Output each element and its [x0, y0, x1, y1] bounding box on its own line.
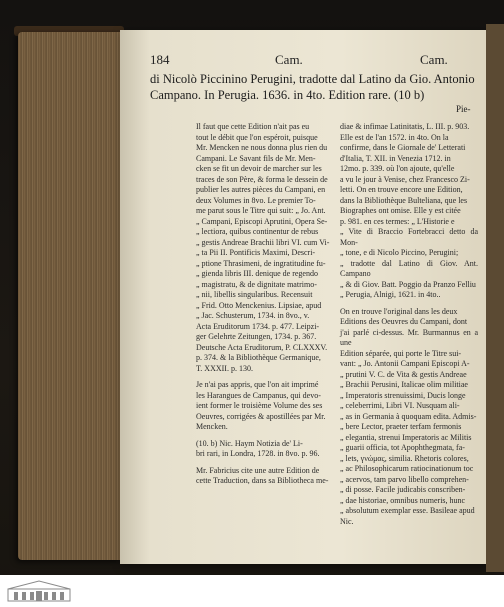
paragraph: Je n'ai pas appris, que l'on ait imprimé les Harangues de Campanus, qui devo- ient former le troisième Volume des ses Oeuvres, corrigées & apostillées par Mr. Mencken. — [196, 380, 326, 431]
book-page-edges — [18, 32, 122, 560]
library-building-logo — [6, 579, 72, 603]
footnote: (10. b) Nic. Haym Notizia de' Li- bri rari, in Londra, 1728. in 8vo. p. 96. — [196, 438, 320, 458]
left-text-column — [196, 122, 332, 487]
running-head-right: Cam. — [420, 52, 448, 67]
book-cover-right — [486, 24, 504, 572]
title-line-2: Campano. In Perugia. 1636. in 4to. Edition rare. (10 b) — [150, 88, 425, 102]
right-text-column — [340, 122, 478, 527]
paragraph: Mr. Fabricius cite une autre Edition de cette Traduction, dans sa Bibliotheca me- — [196, 465, 329, 485]
running-head-left: Cam. — [275, 52, 303, 67]
paragraph: Il faut que cette Edition n'ait pas eu tout le débit que l'on espéroit, puisque Mr. Mencken ne nous donna plus rien du Campani. Le Savant fils de Mr. Men- cken se fit un devoir de marcher sur les traces de son Père, & forma le dessein de publier les autres pièces du Campani, en deux Volumes in 8vo. Le premier To- me parut sous le Titre qui suit: „ Jo. Ant. „ Campani, Episcopi Aprutini, Opera Se- „ lectiora, quibus continentur de rebus „ gestis Andreae Brachii libri VI. cum Vi- „ ta Pii II. Pontificis Maximi, Descri- „ ptione Thrasimeni, de ingratitudine fu- „ gienda libris III. denique de regendo „ magistratu, & de dignitate matrimo- „ nii, libellis singularibus. Recensuit „ Frid. Otto Menckenius. Lipsiae, apud „ Jac. Schusterum, 1734. in 8vo., v. Acta Eruditorum 1734. p. 477. Leipzi- ger Gelehrte Zeitungen, 1734. p. 367. Deutsche Acta Eruditorum, P. CLXXXV. p. 374. & la Bibliothèque Germanique, T. XXXII. p. 130. — [196, 122, 330, 373]
paragraph: On en trouve l'original dans les deux Editions des Oeuvres du Campani, dont j'ai parlé ci-dessus. Mr. Burmannus en a une Edition séparée, qui porte le Titre sui- vant: „ Jo. Antonii Campani Episcopi A- „ prutini V. C. de Vita & gestis Andreae „ Brachii Perusini, Italicae olim militiae „ Imperatoris strenuissimi, Ducis longe „ celeberrimi, Libri VI. Nusquam ali- „ as in Germania à quoquam edita. Admis- „ bere Lector, praeter terfam fermonis „ elegantia, strenui Imperatoris ac Militis „ guarii officia, tot Apophthegmata, fa- „ lets, γνώμας, similia. Rhetoris colores, „ ac Philosophicarum ratiocinationum toc „ acervos, tam parvo libello comprehen- „ di posse. Facile judicabis conscriben- „ dae historiae, omnibus numeris, hunc „ absolutum exemplar esse. Basileae apud Nic. — [340, 306, 478, 526]
page-number: 184 — [150, 52, 170, 67]
title-line-1: di Nicolò Piccinino Perugini, tradotte dal Latino da Gio. Antonio — [150, 72, 475, 86]
paragraph: diae & infimae Latinitatis, L. III. p. 903. Elle est de l'an 1572. in 4to. On la confirme, dans le Giornale de' Letterati d'Italia, T. XII. in Venezia 1712. in 12mo. p. 339. où l'on ajoute, qu'elle a vu le jour à Venise, chez Francesco Zi- letti. On en trouve encore une Edition, dans la Bibliothèque Bulteliana, que les Biographes ont omise. Elle y est citée p. 981. en ces termes: „ L'Historie e „ Vite di Braccio Fortebracci detto da Mon- „ tone, e di Nicolo Piccino, Perugini; „ tradotte dal Latino di Giov. Ant. Campano „ & di Giov. Batt. Poggio da Pranzo Felliu „ Perugia, Alnigi, 1621. in 4to.. — [340, 122, 478, 299]
catchword: Pie- — [456, 104, 471, 114]
footer-bar — [0, 575, 504, 607]
